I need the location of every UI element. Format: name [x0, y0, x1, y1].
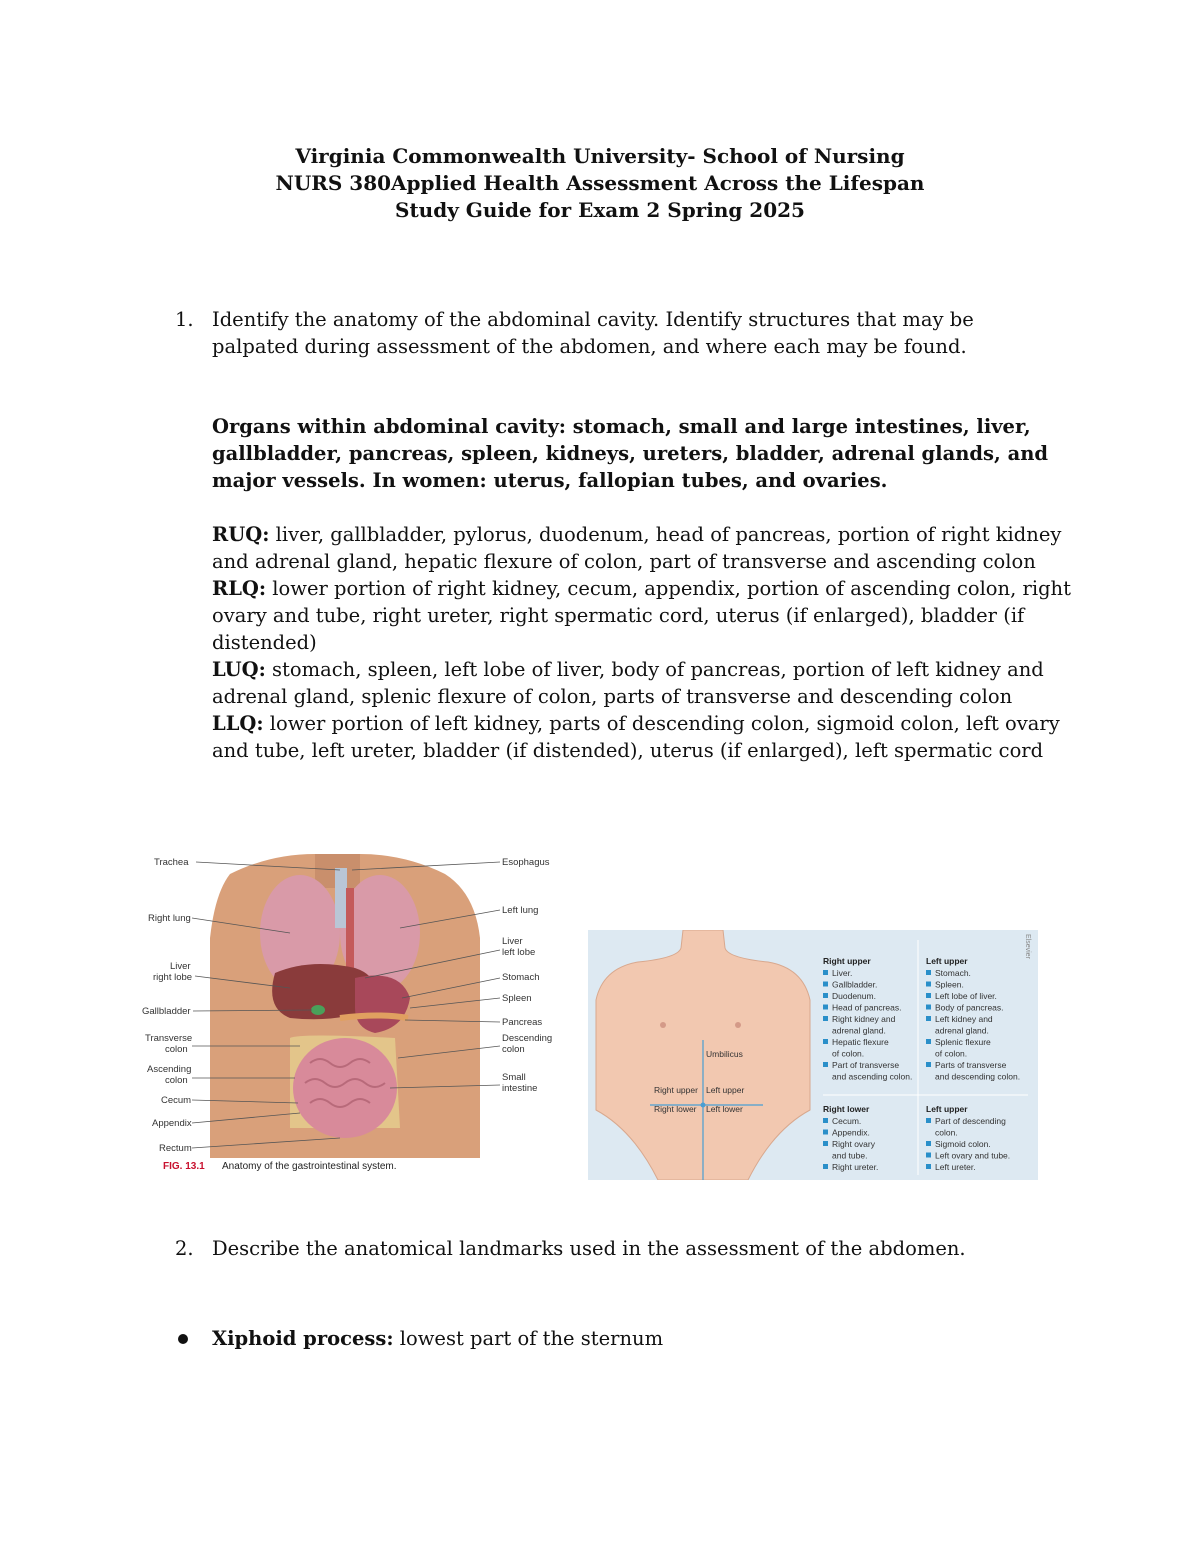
bullet-dot: [178, 1334, 188, 1344]
label-intestine: intestine: [502, 1083, 538, 1094]
bullet-xiphoid: Xiphoid process: lowest part of the sternum: [212, 1327, 664, 1350]
label-stomach: Stomach: [502, 972, 540, 983]
quadrant-list-item: Appendix.: [832, 1127, 870, 1138]
label-umbilicus: Umbilicus: [706, 1049, 743, 1059]
quadrant-list-item: Left ovary and tube.: [935, 1150, 1011, 1161]
quadrant-list-item: Cecum.: [832, 1116, 862, 1126]
list-bullet-icon: [926, 1164, 931, 1169]
gallbladder-shape: [311, 1005, 325, 1015]
question-text: Describe the anatomical landmarks used in the assessment of the abdomen.: [212, 1237, 966, 1260]
label-left-lung: Left lung: [502, 905, 539, 916]
pancreas-shape: [340, 1016, 408, 1019]
question-1: [175, 306, 1055, 360]
label-appendix: Appendix: [152, 1118, 192, 1129]
quadrant-list-item: Left lobe of liver.: [935, 991, 997, 1001]
quadrant-list-title: Right lower: [823, 1104, 870, 1114]
document-header: [0, 143, 1200, 224]
list-bullet-icon: [926, 1062, 931, 1067]
quadrant-list-item: of colon.: [935, 1048, 968, 1059]
quadrant-list-item: Part of transverse: [832, 1060, 900, 1070]
label-left-lower: Left lower: [706, 1104, 743, 1114]
question-2: [175, 1235, 1055, 1262]
question-text: Identify the anatomy of the abdominal cavity. Identify structures that may be palpated during assessment of the abdomen, and where each may be found.: [212, 308, 974, 358]
question-number: 1.: [175, 308, 194, 331]
label-right-upper: Right upper: [654, 1085, 698, 1095]
quadrant-luq: LUQ: stomach, spleen, left lobe of liver, body of pancreas, portion of left kidney and adrenal gland, splenic flexure of colon, parts of transverse and descending colon: [212, 658, 1044, 708]
label-gallbladder: Gallbladder: [142, 1006, 191, 1017]
quadrant-list-item: Right ureter.: [832, 1162, 879, 1172]
quadrant-list-item: and descending colon.: [935, 1071, 1021, 1082]
quadrant-list-item: Stomach.: [935, 968, 971, 978]
label-rectum: Rectum: [159, 1143, 192, 1154]
list-bullet-icon: [823, 1016, 828, 1021]
list-bullet-icon: [823, 1141, 828, 1146]
list-bullet-icon: [823, 982, 828, 987]
quadrant-list-title: Left upper: [926, 956, 968, 966]
list-bullet-icon: [823, 1118, 828, 1123]
label-transverse-colon: colon: [165, 1044, 188, 1055]
organs-answer: Organs within abdominal cavity: stomach, small and large intestines, liver, gallbladder, pancreas, spleen, kidneys, ureters, bladder, adrenal glands, and major vessels. In women: uterus, fallopian tubes, and ovaries.: [212, 415, 1049, 492]
label-right-lung: Right lung: [148, 913, 191, 924]
quadrant-list-item: Sigmoid colon.: [935, 1139, 991, 1149]
label-transverse: Transverse: [145, 1033, 193, 1044]
header-university: Virginia Commonwealth University- School of Nursing: [295, 144, 905, 168]
list-bullet-icon: [823, 1130, 828, 1135]
label-pancreas: Pancreas: [502, 1017, 543, 1028]
label-esophagus: Esophagus: [502, 857, 550, 868]
quadrant-list-item: and ascending colon.: [832, 1071, 913, 1082]
label-liver: Liver: [170, 961, 191, 972]
trachea-shape: [335, 868, 347, 928]
list-bullet-icon: [926, 1016, 931, 1021]
label-small: Small: [502, 1072, 526, 1083]
list-bullet-icon: [823, 1039, 828, 1044]
label-ascending: Ascending: [147, 1064, 192, 1075]
label-cecum: Cecum: [161, 1095, 192, 1106]
quadrant-list-item: Right kidney and: [832, 1014, 896, 1024]
quadrant-list-item: Gallbladder.: [832, 979, 878, 990]
quadrant-list-item: Parts of transverse: [935, 1060, 1007, 1070]
quadrant-list-item: Hepatic flexure: [832, 1037, 889, 1047]
list-bullet-icon: [926, 1141, 931, 1146]
list-bullet-icon: [823, 970, 828, 975]
list-bullet-icon: [926, 1118, 931, 1123]
label-right-lobe: right lobe: [153, 972, 193, 983]
quadrant-list-item: Right ovary: [832, 1139, 875, 1149]
small-intestine-shape: [293, 1038, 397, 1138]
quadrant-list-item: Left ureter.: [935, 1162, 976, 1172]
question-number: 2.: [175, 1237, 194, 1260]
list-bullet-icon: [926, 1005, 931, 1010]
quadrant-list-title: Left upper: [926, 1104, 968, 1114]
label-spleen: Spleen: [502, 993, 532, 1004]
list-bullet-icon: [823, 1062, 828, 1067]
quadrant-list-item: Spleen.: [935, 979, 964, 990]
label-descending: Descending: [502, 1033, 553, 1044]
list-bullet-icon: [823, 1164, 828, 1169]
quadrant-answers: [212, 521, 1072, 764]
quadrant-list-item: and tube.: [832, 1150, 868, 1161]
quadrant-list-item: adrenal gland.: [832, 1025, 886, 1036]
quadrant-list-item: adrenal gland.: [935, 1025, 989, 1036]
publisher-mark: Elsevier: [1024, 934, 1031, 959]
label-ascending-colon: colon: [165, 1075, 188, 1086]
list-bullet-icon: [926, 993, 931, 998]
abdominal-quadrants-figure: [588, 930, 1038, 1180]
label-left-lobe: left lobe: [502, 947, 536, 958]
list-bullet-icon: [926, 1153, 931, 1158]
quadrant-list-item: Part of descending: [935, 1116, 1006, 1126]
quadrant-list-item: of colon.: [832, 1048, 865, 1059]
quadrant-rlq: RLQ: lower portion of right kidney, cecum, appendix, portion of ascending colon, right ovary and tube, right ureter, right spermatic cord, uterus (if enlarged), bladder (if distended): [212, 577, 1071, 654]
list-bullet-icon: [823, 1005, 828, 1010]
quadrant-list-item: Head of pancreas.: [832, 1002, 902, 1013]
label-liver-2: Liver: [502, 936, 523, 947]
figure-caption-text: Anatomy of the gastrointestinal system.: [222, 1161, 397, 1172]
list-bullet-icon: [926, 1039, 931, 1044]
quadrant-llq: LLQ: lower portion of left kidney, parts of descending colon, sigmoid colon, left ovary and tube, left ureter, bladder (if distended), uterus (if enlarged), left spermatic cord: [212, 712, 1060, 762]
label-right-lower: Right lower: [654, 1104, 697, 1114]
list-bullet-icon: [823, 993, 828, 998]
quadrant-list-item: colon.: [935, 1127, 958, 1138]
quadrant-list-title: Right upper: [823, 956, 871, 966]
figure-caption-number: FIG. 13.1: [163, 1161, 205, 1172]
quadrant-list-item: Liver.: [832, 968, 853, 978]
list-bullet-icon: [926, 982, 931, 987]
header-course: NURS 380Applied Health Assessment Across the Lifespan: [275, 171, 925, 195]
label-descending-colon: colon: [502, 1044, 525, 1055]
header-guide-title: Study Guide for Exam 2 Spring 2025: [395, 198, 805, 222]
gi-anatomy-figure: [140, 848, 560, 1178]
quadrant-list-item: Splenic flexure: [935, 1037, 991, 1047]
label-trachea: Trachea: [154, 857, 189, 868]
quadrant-ruq: RUQ: liver, gallbladder, pylorus, duodenum, head of pancreas, portion of right kidney and adrenal gland, hepatic flexure of colon, part of transverse and ascending colon: [212, 523, 1062, 573]
label-left-upper: Left upper: [706, 1085, 745, 1095]
list-bullet-icon: [926, 970, 931, 975]
quadrant-list-item: Duodenum.: [832, 991, 876, 1001]
quadrant-list-item: Body of pancreas.: [935, 1002, 1004, 1013]
quadrant-list-item: Left kidney and: [935, 1014, 993, 1024]
